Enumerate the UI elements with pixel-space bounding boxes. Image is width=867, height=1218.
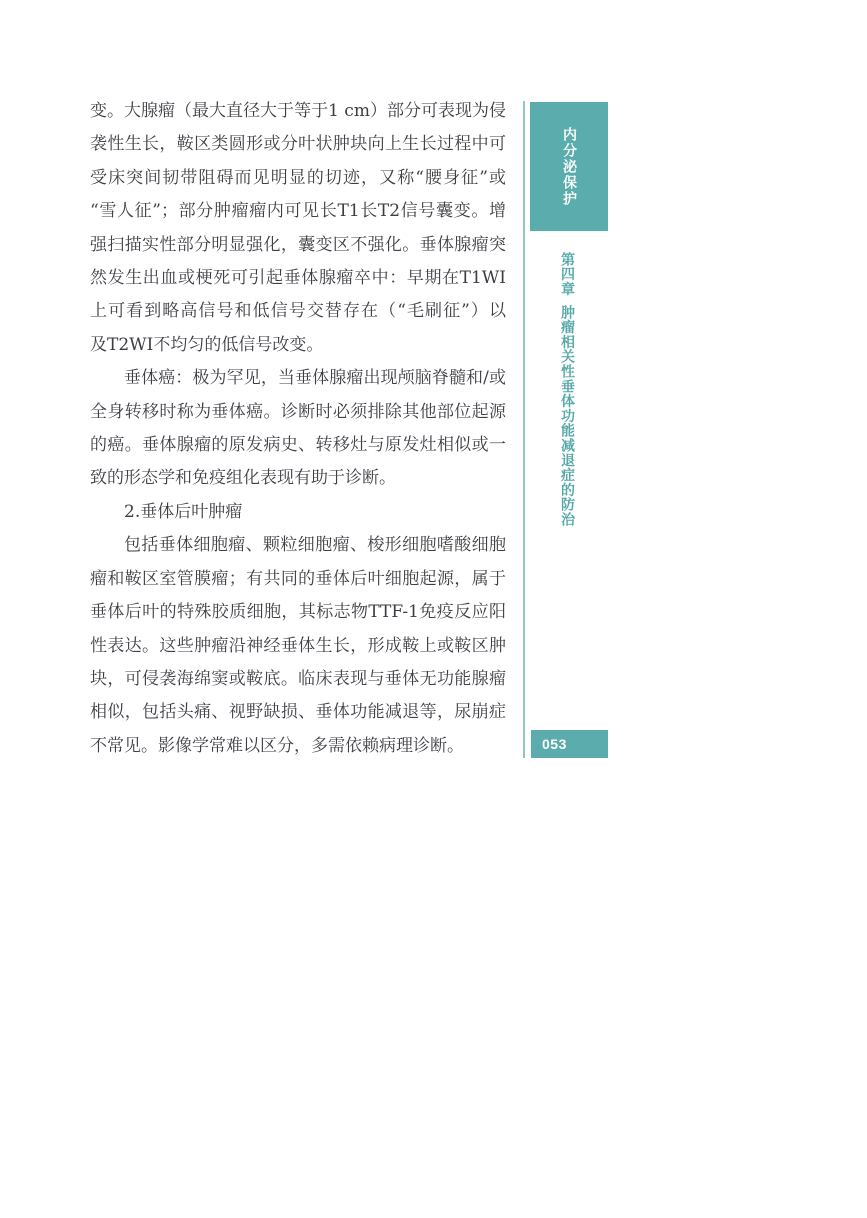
text-line: 的癌。垂体腺瘤的原发病史、转移灶与原发灶相似或一 [90,435,506,456]
book-title-tab [530,102,608,231]
text-line: 致的形态学和免疫组化表现有助于诊断。 [90,468,396,489]
text-line: 块，可侵袭海绵窦或鞍底。临床表现与垂体无功能腺瘤 [90,668,506,689]
page-number: 053 [542,736,567,752]
text-line: 瘤和鞍区室管膜瘤；有共同的垂体后叶细胞起源，属于 [90,568,506,589]
sidebar-rule [523,101,525,758]
text-line: 及T2WI不均匀的低信号改变。 [90,334,324,355]
page-number-badge [531,730,608,758]
chapter-title: 肿瘤相关性垂体功能减退症的防治 [559,305,575,527]
text-line: 然发生出血或梗死可引起垂体腺瘤卒中：早期在T1WI [90,268,506,289]
text-line: “雪人征”；部分肿瘤瘤内可见长T1长T2信号囊变。增 [90,201,506,222]
text-line: 强扫描实性部分明显强化，囊变区不强化。垂体腺瘤突 [90,234,506,255]
book-title: 内分泌保护 [561,126,577,207]
text-line: 上可看到略高信号和低信号交替存在（“毛刷征”）以 [90,301,506,322]
text-line: 不常见。影像学常难以区分，多需依赖病理诊断。 [90,735,464,756]
text-line: 相似，包括头痛、视野缺损、垂体功能减退等，尿崩症 [90,702,506,723]
text-line: 垂体癌：极为罕见，当垂体腺瘤出现颅脑脊髓和/或 [124,368,506,389]
text-line: 变。大腺瘤（最大直径大于等于1 cm）部分可表现为侵 [90,101,506,121]
text-line: 2.垂体后叶肿瘤 [124,501,243,522]
text-line: 性表达。这些肿瘤沿神经垂体生长，形成鞍上或鞍区肿 [90,635,506,656]
chapter-label: 第四章 [559,252,575,297]
body-text [90,95,506,763]
text-line: 袭性生长，鞍区类圆形或分叶状肿块向上生长过程中可 [90,134,506,155]
text-line: 垂体后叶的特殊胶质细胞，其标志物TTF-1免疫反应阳 [90,602,506,623]
text-line: 全身转移时称为垂体癌。诊断时必须排除其他部位起源 [90,401,506,422]
text-line: 包括垂体细胞瘤、颗粒细胞瘤、梭形细胞嗜酸细胞 [124,535,506,556]
text-line: 受床突间韧带阻碍而见明显的切迹，又称“腰身征”或 [90,167,506,188]
